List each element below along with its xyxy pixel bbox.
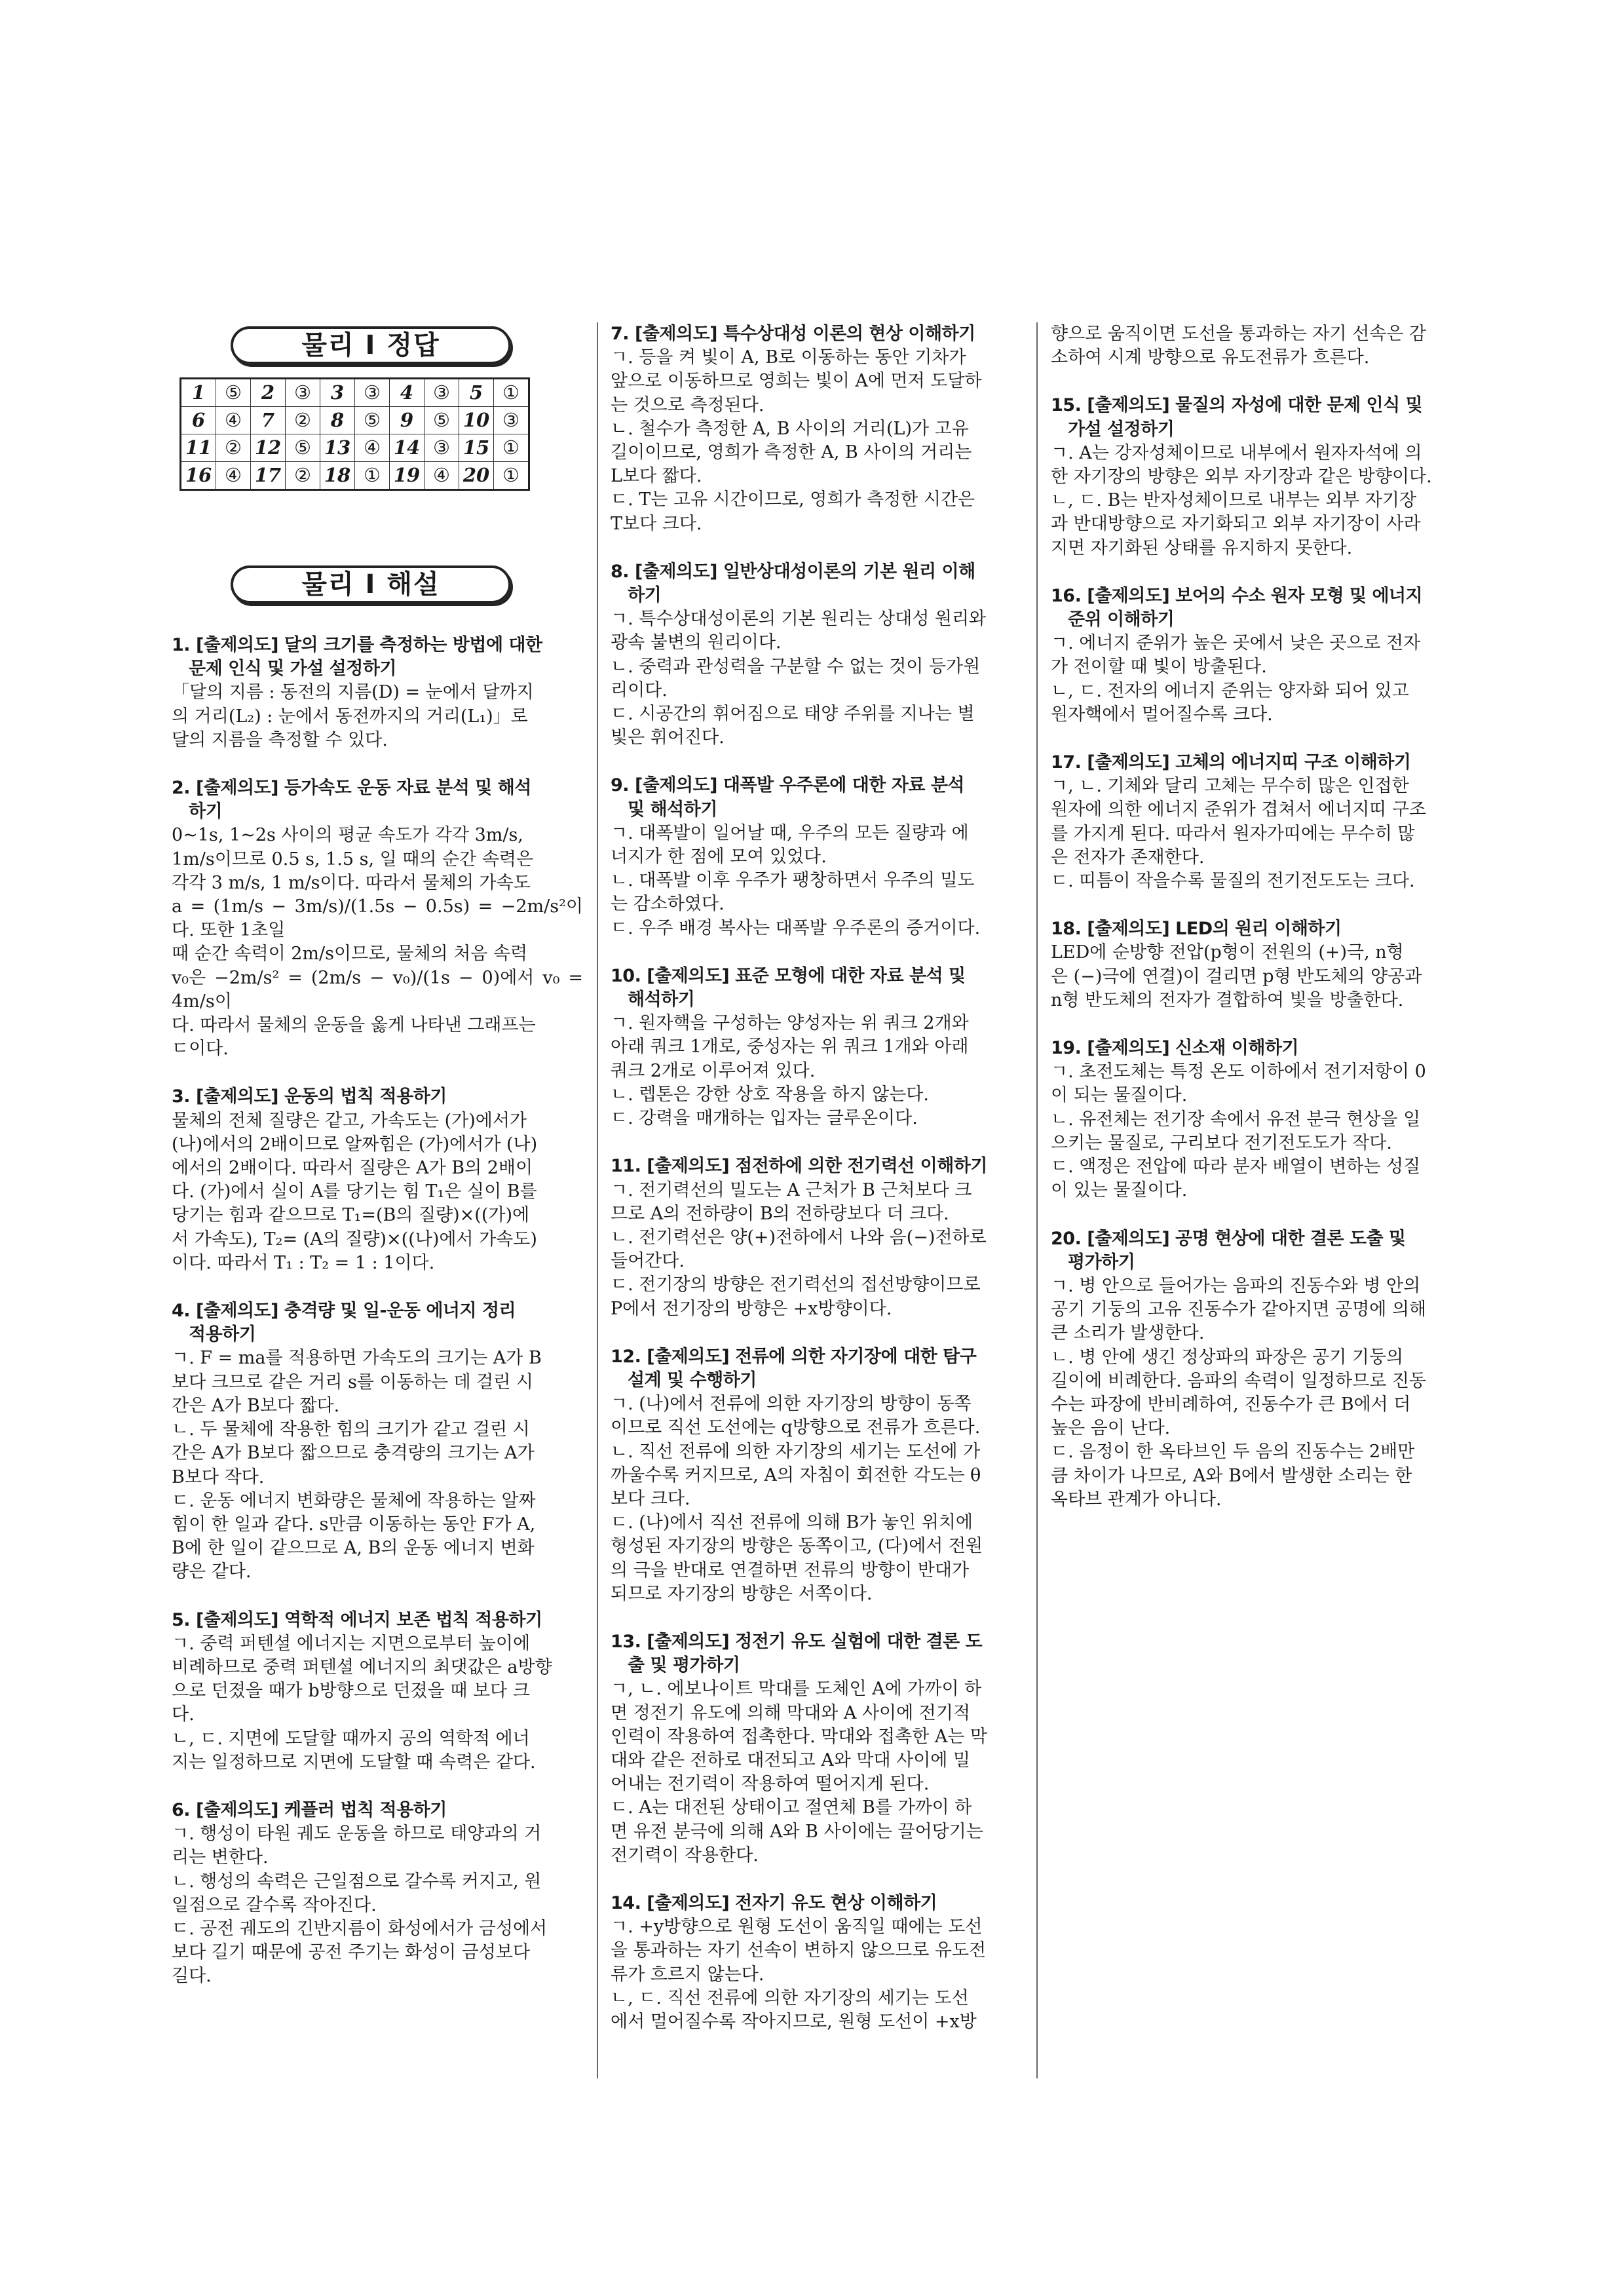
explanation-section [611,322,1022,536]
section-heading: 5. [출제의도] 역학적 에너지 보존 법칙 적용하기 [172,1609,542,1630]
explanation-section [611,1155,1022,1320]
answer-choice: ⑤ [425,407,459,434]
section-line: 므로 A의 전하량이 B의 전하량보다 더 크다. [611,1203,949,1224]
section-line: ㄷ. 강력을 매개하는 입자는 글루온이다. [611,1108,918,1129]
section-line: 에서 멀어질수록 작아지므로, 원형 도선이 +x방 [611,2012,977,2032]
section-heading: 가설 설정하기 [1068,419,1175,440]
section-line: 을 통과하는 자기 선속이 변하지 않으므로 유도전 [611,1940,987,1961]
section-line: 당기는 힘과 같으므로 T₁=(B의 질량)×((가)에 [172,1205,530,1226]
question-number: 14 [390,434,425,462]
question-number: 16 [181,462,216,490]
explanation-section [1051,394,1462,560]
section-line: 「달의 지름 : 동전의 지름(D) = 눈에서 달까지 [172,682,534,703]
question-number: 13 [320,434,355,462]
section-line: 소하여 시계 방향으로 유도전류가 흐른다. [1051,347,1370,368]
question-number: 4 [390,379,425,407]
explanation-section [1051,1227,1462,1512]
explanation-section [172,1085,583,1275]
section-line: 되므로 자기장의 방향은 서쪽이다. [611,1583,873,1604]
section-line: 보다 크므로 같은 거리 s를 이동하는 데 걸린 시 [172,1371,533,1392]
section-line: ㄷ. 공전 궤도의 긴반지름이 화성에서가 금성에서 [172,1918,548,1939]
section-line: 너지가 한 점에 모여 있었다. [611,847,827,868]
section-line: ㄴ, ㄷ. 직선 전류에 의한 자기장의 세기는 도선 [611,1987,969,2008]
answer-choice: ② [286,462,320,490]
section-heading: 9. [출제의도] 대폭발 우주론에 대한 자료 분석 [611,775,965,796]
section-line: ㄱ, ㄴ. 기체와 달리 고체는 무수히 많은 인접한 [1051,776,1409,797]
section-line: 까울수록 커지므로, A의 자침이 회전한 각도는 θ [611,1464,981,1485]
section-line: 때 순간 속력이 2m/s이므로, 물체의 처음 속력 [172,944,528,965]
section-line: 옥타브 관계가 아니다. [1051,1489,1222,1510]
section-line: 의 극을 반대로 연결하면 전류의 방향이 반대가 [611,1559,970,1580]
answer-choice: ④ [425,462,459,490]
section-line: 각각 3 m/s, 1 m/s이다. 따라서 물체의 가속도 [172,872,531,893]
section-heading: 8. [출제의도] 일반상대성이론의 기본 원리 이해 [611,561,975,582]
section-heading: 하기 [189,801,223,822]
section-line: 서 가속도), T₂= (A의 질량)×((나)에서 가속도) [172,1229,537,1250]
section-line: ㄱ. 초전도체는 특정 온도 이하에서 전기저항이 0 [1051,1062,1426,1082]
section-heading: 14. [출제의도] 전자기 유도 현상 이해하기 [611,1892,937,1913]
explanation-section [611,774,1022,940]
section-line: 원자에 의한 에너지 준위가 겹쳐서 에너지띠 구조 [1051,799,1427,820]
column-divider-2 [1036,322,1038,2078]
question-number: 17 [251,462,286,490]
section-heading: 17. [출제의도] 고체의 에너지띠 구조 이해하기 [1051,752,1411,773]
explanation-section [172,1799,583,1989]
section-line: 간은 A가 B보다 짧다. [172,1395,340,1416]
answer-choice: ③ [286,379,320,407]
section-line: ㄷ. 우주 배경 복사는 대폭발 우주론의 증거이다. [611,917,981,938]
section-line: 의 거리(L₂) : 눈에서 동전까지의 거리(L₁)」로 [172,706,528,727]
section-line: n형 반도체의 전자가 결합하여 빛을 방출한다. [1051,989,1404,1010]
section-line: 원자핵에서 멀어질수록 크다. [1051,704,1273,725]
section-heading: 하기 [628,585,662,606]
section-line: 를 가지게 된다. 따라서 원자가띠에는 무수히 많 [1051,823,1415,844]
answer-choice: ④ [216,407,251,434]
question-number: 10 [459,407,494,434]
answer-choice: ⑤ [286,434,320,462]
section-line: 공기 기둥의 고유 진동수가 같아지면 공명에 의해 [1051,1299,1427,1320]
explanation-section [611,1345,1022,1606]
section-line: ㄴ. 전기력선은 양(+)전하에서 나와 음(−)전하로 [611,1227,987,1248]
section-line: 는 것으로 측정된다. [611,394,765,415]
section-line: ㄱ. F = ma를 적용하면 가속도의 크기는 A가 B [172,1348,542,1369]
section-heading: 해석하기 [628,989,695,1010]
section-line: 지면 자기화된 상태를 유지하지 못한다. [1051,537,1353,558]
section-heading: 13. [출제의도] 정전기 유도 실험에 대한 결론 도 [611,1631,983,1652]
section-line: 면 정전기 유도에 의해 막대와 A 사이에 전기적 [611,1702,971,1723]
answer-row [181,434,529,462]
explanation-section [1051,917,1462,1012]
section-heading: 18. [출제의도] LED의 원리 이해하기 [1051,919,1342,940]
section-heading: 10. [출제의도] 표준 모형에 대한 자료 분석 및 [611,965,966,986]
section-line: 다. 따라서 물체의 운동을 옳게 나타낸 그래프는 [172,1015,536,1036]
explanation-section [1051,322,1462,370]
section-line: ㄴ, ㄷ. B는 반자성체이므로 내부는 외부 자기장 [1051,490,1416,511]
section-line: 빛은 휘어진다. [611,727,725,748]
question-number: 7 [251,407,286,434]
section-line: 량은 같다. [172,1561,252,1582]
section-line: ㄱ. 특수상대성이론의 기본 원리는 상대성 원리와 [611,609,987,630]
section-line: 으키는 물질로, 구리보다 전기전도도가 작다. [1051,1132,1392,1153]
question-number: 5 [459,379,494,407]
section-line: ㄷ. T는 고유 시간이므로, 영희가 측정한 시간은 [611,489,975,510]
section-line: ㄷ. 액정은 전압에 따라 분자 배열이 변하는 성질 [1051,1157,1421,1177]
section-line: 대와 같은 전하로 대전되고 A와 막대 사이에 밀 [611,1750,971,1770]
section-line: ㄴ. 두 물체에 작용한 힘의 크기가 같고 걸린 시 [172,1419,530,1440]
answer-table [179,377,530,491]
section-line: 류가 흐르지 않는다. [611,1964,765,1985]
section-line: 은 전자가 존재한다. [1051,847,1205,868]
explanation-section [172,1299,583,1584]
answer-choice: ④ [216,462,251,490]
section-line: ㄱ. 중력 퍼텐셜 에너지는 지면으로부터 높이에 [172,1633,531,1654]
section-line: 이 되는 물질이다. [1051,1085,1188,1106]
section-line: 앞으로 이동하므로 영희는 빛이 A에 먼저 도달하 [611,371,982,392]
explanation-section [172,1609,583,1774]
section-line: 리이다. [611,679,668,700]
section-line: 리는 변한다. [172,1847,269,1868]
section-line: 보다 크다. [611,1488,690,1509]
column-2 [611,322,1022,2034]
question-number: 2 [251,379,286,407]
explanation-section [172,776,583,1061]
section-line: ㄱ. +y방향으로 원형 도선이 움직일 때에는 도선 [611,1917,983,1938]
section-heading: 2. [출제의도] 등가속도 운동 자료 분석 및 해석 [172,778,531,799]
section-line: 전기력이 작용한다. [611,1845,759,1866]
section-line: 비례하므로 중력 퍼텐셜 에너지의 최댓값은 a방향 [172,1656,552,1677]
column-3 [1051,322,1462,1536]
section-line: 은 (−)극에 연결)이 걸리면 p형 반도체의 양공과 [1051,966,1422,987]
section-heading: 6. [출제의도] 케플러 법칙 적용하기 [172,1799,447,1820]
section-line: 광속 불변의 원리이다. [611,632,782,653]
section-line: ㄱ. 전기력선의 밀도는 A 근처가 B 근처보다 크 [611,1179,972,1200]
section-line: 힘이 한 일과 같다. s만큼 이동하는 동안 F가 A, [172,1514,536,1535]
question-number: 8 [320,407,355,434]
section-heading: 설계 및 수행하기 [628,1369,757,1390]
section-line: ㄴ. 유전체는 전기장 속에서 유전 분극 현상을 일 [1051,1109,1421,1130]
section-line: B보다 작다. [172,1466,265,1487]
section-line: v₀은 −2m/s² = (2m/s − v₀)/(1s − 0)에서 v₀ = 4m/s이 [172,967,583,1012]
section-line: 큼 차이가 나므로, A와 B에서 발생한 소리는 한 [1051,1465,1412,1486]
section-line: 가 전이할 때 빛이 방출된다. [1051,657,1267,678]
column-divider-1 [597,322,598,2078]
section-line: L보다 짧다. [611,466,702,487]
section-line: 다. (가)에서 실이 A를 당기는 힘 T₁은 실이 B를 [172,1181,537,1202]
section-line: ㄴ. 렙톤은 강한 상호 작용을 하지 않는다. [611,1084,929,1105]
section-line: ㄷ. 시공간의 휘어짐으로 태양 주위를 지나는 별 [611,704,975,725]
section-line: 보다 길기 때문에 공전 주기는 화성이 금성보다 [172,1942,531,1963]
section-heading: 11. [출제의도] 점전하에 의한 전기력선 이해하기 [611,1156,987,1177]
section-line: P에서 전기장의 방향은 +x방향이다. [611,1298,892,1319]
answer-choice: ① [355,462,390,490]
section-line: 높은 음이 난다. [1051,1418,1171,1439]
section-line: 향으로 움직이면 도선을 통과하는 자기 선속은 감 [1051,324,1427,344]
section-line: 이다. 따라서 T₁ : T₂ = 1 : 1이다. [172,1252,435,1273]
section-line: 길이에 비례한다. 음파의 속력이 일정하므로 진동 [1051,1370,1427,1391]
question-number: 6 [181,407,216,434]
section-heading: 1. [출제의도] 달의 크기를 측정하는 방법에 대한 [172,635,542,655]
answer-choice: ④ [355,434,390,462]
section-heading: 20. [출제의도] 공명 현상에 대한 결론 도출 및 [1051,1228,1406,1249]
explanation-section [1051,1037,1462,1202]
section-line: ㄱ. 원자핵을 구성하는 양성자는 위 쿼크 2개와 [611,1013,969,1034]
question-number: 15 [459,434,494,462]
section-line: 다. [172,1704,195,1725]
section-heading: 출 및 평가하기 [628,1655,740,1676]
answer-choice: ② [216,434,251,462]
explanation-section [1051,751,1462,893]
section-line: ㄱ. 행성이 타원 궤도 운동을 하므로 태양과의 거 [172,1824,542,1845]
section-line: 0~1s, 1~2s 사이의 평균 속도가 각각 3m/s, [172,825,523,846]
section-line: ㄱ. 에너지 준위가 높은 곳에서 낮은 곳으로 전자 [1051,633,1421,654]
section-heading: 및 해석하기 [628,799,717,820]
section-line: 쿼크 2개로 이루어져 있다. [611,1060,816,1081]
section-heading: 문제 인식 및 가설 설정하기 [189,659,397,679]
answer-choice: ③ [494,407,529,434]
explanation-title: 물리 Ⅰ 해설 [231,565,511,603]
section-line: 수는 파장에 반비례하여, 진동수가 큰 B에서 더 [1051,1394,1411,1415]
answer-choice: ③ [425,434,459,462]
explanation-section [1051,584,1462,727]
answer-choice: ③ [355,379,390,407]
question-number: 3 [320,379,355,407]
section-line: ㄷ. 띠틈이 작을수록 물질의 전기전도도는 크다. [1051,871,1415,892]
section-line: ㄴ. 직선 전류에 의한 자기장의 세기는 도선에 가 [611,1441,981,1462]
section-line: 이므로 직선 도선에는 q방향으로 전류가 흐른다. [611,1417,981,1438]
explanation-section [611,560,1022,750]
section-line: 으로 던졌을 때가 b방향으로 던졌을 때 보다 크 [172,1681,530,1702]
question-number: 1 [181,379,216,407]
section-heading: 12. [출제의도] 전류에 의한 자기장에 대한 탐구 [611,1346,977,1367]
explanation-section [611,1892,1022,2034]
answer-choice: ① [494,434,529,462]
section-line: ㄷ이다. [172,1039,229,1060]
answer-choice: ① [494,462,529,490]
answer-choice: ⑤ [355,407,390,434]
section-line: 한 자기장의 방향은 외부 자기장과 같은 방향이다. [1051,467,1432,488]
section-line: 아래 쿼크 1개로, 중성자는 위 쿼크 1개와 아래 [611,1037,969,1058]
section-heading: 준위 이해하기 [1068,609,1175,630]
answer-choice: ③ [425,379,459,407]
section-heading: 적용하기 [189,1324,256,1345]
section-line: 지는 일정하므로 지면에 도달할 때 속력은 같다. [172,1751,536,1772]
section-line: 는 감소하였다. [611,894,725,915]
section-line: ㄱ. A는 강자성체이므로 내부에서 원자자석에 의 [1051,442,1422,463]
section-line: ㄱ. 등을 켜 빛이 A, B로 이동하는 동안 기차가 [611,347,966,368]
question-number: 18 [320,462,355,490]
section-line: ㄷ. 전기장의 방향은 전기력선의 접선방향이므로 [611,1274,981,1295]
question-number: 12 [251,434,286,462]
section-line: ㄴ, ㄷ. 지면에 도달할 때까지 공의 역학적 에너 [172,1728,530,1749]
question-number: 9 [390,407,425,434]
section-heading: 16. [출제의도] 보어의 수소 원자 모형 및 에너지 [1051,585,1423,606]
section-line: 과 반대방향으로 자기화되고 외부 자기장이 사라 [1051,514,1421,535]
column-1 [172,322,583,2013]
section-line: 인력이 작용하여 접촉한다. 막대와 접촉한 A는 막 [611,1726,988,1747]
section-line: 에서의 2배이다. 따라서 질량은 A가 B의 2배이 [172,1158,533,1179]
answers-title: 물리 Ⅰ 정답 [231,326,511,364]
section-line: 달의 지름을 측정할 수 있다. [172,729,388,750]
answer-row [181,379,529,407]
section-line: 큰 소리가 발생한다. [1051,1323,1205,1344]
section-heading: 19. [출제의도] 신소재 이해하기 [1051,1038,1299,1059]
section-line: 1m/s이므로 0.5 s, 1.5 s, 일 때의 순간 속력은 [172,849,534,870]
answer-row [181,462,529,490]
question-number: 11 [181,434,216,462]
explanation-section [172,634,583,752]
section-line: 이 있는 물질이다. [1051,1180,1188,1201]
section-line: B에 한 일이 같으므로 A, B의 운동 에너지 변화 [172,1538,535,1559]
section-line: ㄱ. (나)에서 전류에 의한 자기장의 방향이 동쪽 [611,1394,972,1415]
question-number: 19 [390,462,425,490]
section-heading: 4. [출제의도] 충격량 및 일-운동 에너지 정리 [172,1301,516,1322]
section-line: ㄷ. 음정이 한 옥타브인 두 음의 진동수는 2배만 [1051,1442,1415,1463]
section-line: ㄴ. 철수가 측정한 A, B 사이의 거리(L)가 고유 [611,418,969,439]
section-line: ㄴ. 중력과 관성력을 구분할 수 없는 것이 등가원 [611,656,981,677]
section-line: ㄷ. 운동 에너지 변화량은 물체에 작용하는 알짜 [172,1490,536,1511]
section-line: 길이이므로, 영희가 측정한 A, B 사이의 거리는 [611,442,972,463]
section-line: ㄱ. 병 안으로 들어가는 음파의 진동수와 병 안의 [1051,1275,1421,1296]
section-heading: 3. [출제의도] 운동의 법칙 적용하기 [172,1086,447,1107]
section-line: (나)에서의 2배이므로 알짜힘은 (가)에서가 (나) [172,1134,538,1155]
section-line: 어내는 전기력이 작용하여 떨어지게 된다. [611,1774,930,1795]
section-line: ㄷ. A는 대전된 상태이고 절연체 B를 가까이 하 [611,1797,972,1818]
section-line: 형성된 자기장의 방향은 동쪽이고, (다)에서 전원 [611,1536,983,1557]
answer-choice: ② [286,407,320,434]
section-line: 길다. [172,1966,212,1987]
section-line: 일점으로 갈수록 작아진다. [172,1894,377,1915]
section-line: 면 유전 분극에 의해 A와 B 사이에는 끌어당기는 [611,1821,983,1842]
section-heading: 7. [출제의도] 특수상대성 이론의 현상 이해하기 [611,324,975,344]
section-line: ㄴ. 행성의 속력은 근일점으로 갈수록 커지고, 원 [172,1871,542,1892]
section-heading: 15. [출제의도] 물질의 자성에 대한 문제 인식 및 [1051,395,1423,416]
section-line: 물체의 전체 질량은 같고, 가속도는 (가)에서가 [172,1110,527,1131]
section-line: ㄱ, ㄴ. 에보나이트 막대를 도체인 A에 가까이 하 [611,1679,982,1700]
explanation-section [611,965,1022,1130]
section-line: 들어간다. [611,1251,685,1272]
section-line: 간은 A가 B보다 짧으므로 충격량의 크기는 A가 [172,1443,535,1464]
section-line: ㄴ, ㄷ. 전자의 에너지 준위는 양자화 되어 있고 [1051,680,1409,701]
section-line: LED에 순방향 전압(p형이 전원의 (+)극, n형 [1051,942,1404,963]
section-line: ㄱ. 대폭발이 일어날 때, 우주의 모든 질량과 에 [611,822,969,843]
section-line: ㄴ. 병 안에 생긴 정상파의 파장은 공기 기둥의 [1051,1347,1404,1368]
explanation-section [611,1630,1022,1867]
section-line: a = (1m/s − 3m/s)/(1.5s − 0.5s) = −2m/s²이다. 또한 1초일 [172,896,583,941]
question-number: 20 [459,462,494,490]
section-line: ㄴ. 대폭발 이후 우주가 팽창하면서 우주의 밀도 [611,870,975,891]
answer-choice: ① [494,379,529,407]
answer-row [181,407,529,434]
section-line: T보다 크다. [611,513,702,534]
answer-choice: ⑤ [216,379,251,407]
section-heading: 평가하기 [1068,1252,1135,1272]
section-line: ㄷ. (나)에서 직선 전류에 의해 B가 놓인 위치에 [611,1512,973,1533]
